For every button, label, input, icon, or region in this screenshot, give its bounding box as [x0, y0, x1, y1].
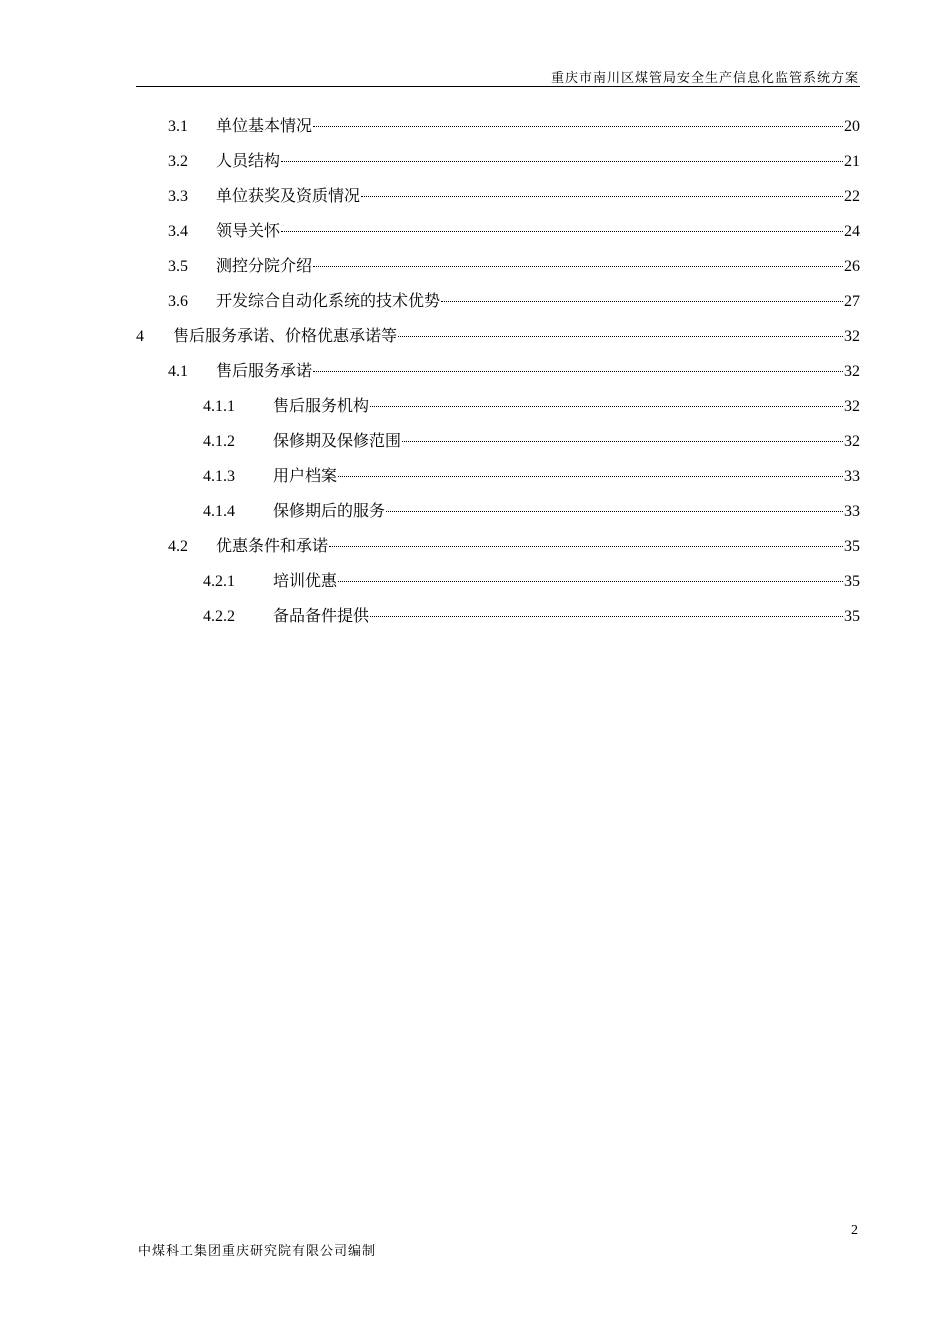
toc-entry-title: 保修期及保修范围: [273, 431, 402, 450]
toc-leader-dots: [398, 336, 843, 337]
toc-entry-page: 32: [844, 363, 860, 380]
toc-entry-number: 3.4: [168, 223, 188, 240]
toc-leader-dots: [386, 511, 843, 512]
toc-leader-dots: [402, 441, 843, 442]
toc-leader-dots: [281, 161, 843, 162]
toc-entry-page: 33: [844, 503, 860, 520]
toc-entry-number: 4.1: [168, 363, 188, 380]
toc-entry-title: 测控分院介绍: [216, 256, 313, 275]
toc-entry[interactable]: [136, 493, 860, 528]
toc-entry-number: 4.2.1: [203, 573, 235, 590]
toc-entry-page: 26: [844, 258, 860, 275]
toc-entry-title: 备品备件提供: [273, 606, 370, 625]
toc-entry-page: 32: [844, 433, 860, 450]
toc-entry-page: 33: [844, 468, 860, 485]
toc-entry[interactable]: [136, 528, 860, 563]
toc-entry-page: 22: [844, 188, 860, 205]
table-of-contents: [136, 108, 860, 633]
toc-entry-number: 3.1: [168, 118, 188, 135]
toc-entry-number: 3.2: [168, 153, 188, 170]
toc-entry-number: 3.5: [168, 258, 188, 275]
toc-entry[interactable]: [136, 563, 860, 598]
page-number: 2: [851, 1223, 858, 1238]
toc-leader-dots: [313, 266, 843, 267]
toc-leader-dots: [338, 581, 843, 582]
toc-entry-page: 27: [844, 293, 860, 310]
toc-entry-number: 4.2: [168, 538, 188, 555]
toc-entry-number: 3.3: [168, 188, 188, 205]
header-rule: [136, 86, 860, 87]
toc-entry[interactable]: [136, 283, 860, 318]
toc-entry[interactable]: [136, 178, 860, 213]
toc-entry[interactable]: [136, 248, 860, 283]
toc-entry-title: 培训优惠: [273, 571, 338, 590]
toc-leader-dots: [313, 371, 843, 372]
toc-entry-title: 保修期后的服务: [273, 501, 386, 520]
toc-leader-dots: [329, 546, 843, 547]
toc-entry-page: 21: [844, 153, 860, 170]
toc-leader-dots: [370, 616, 843, 617]
toc-entry[interactable]: [136, 318, 860, 353]
running-header: 重庆市南川区煤管局安全生产信息化监管系统方案: [550, 71, 859, 86]
toc-entry-title: 开发综合自动化系统的技术优势: [216, 291, 441, 310]
toc-entry-number: 4.1.3: [203, 468, 235, 485]
toc-entry-number: 4.2.2: [203, 608, 235, 625]
toc-entry-page: 32: [844, 398, 860, 415]
toc-entry-page: 35: [844, 608, 860, 625]
toc-entry-title: 优惠条件和承诺: [216, 536, 329, 555]
toc-entry-number: 4.1.1: [203, 398, 235, 415]
toc-leader-dots: [281, 231, 843, 232]
toc-entry[interactable]: [136, 108, 860, 143]
toc-entry-page: 35: [844, 573, 860, 590]
toc-entry-page: 35: [844, 538, 860, 555]
toc-leader-dots: [361, 196, 843, 197]
toc-entry-page: 32: [844, 328, 860, 345]
toc-entry-page: 20: [844, 118, 860, 135]
toc-entry-title: 单位获奖及资质情况: [216, 186, 361, 205]
toc-entry[interactable]: [136, 423, 860, 458]
toc-entry-number: 3.6: [168, 293, 188, 310]
toc-entry[interactable]: [136, 598, 860, 633]
toc-entry-title: 单位基本情况: [216, 116, 313, 135]
toc-entry-title: 用户档案: [273, 466, 338, 485]
toc-entry[interactable]: [136, 353, 860, 388]
toc-entry[interactable]: [136, 143, 860, 178]
toc-entry-title: 领导关怀: [216, 221, 281, 240]
toc-entry-title: 售后服务承诺: [216, 361, 313, 380]
toc-entry-number: 4: [136, 328, 144, 345]
toc-entry-title: 售后服务承诺、价格优惠承诺等: [173, 326, 398, 345]
toc-entry-title: 人员结构: [216, 151, 281, 170]
toc-leader-dots: [313, 126, 843, 127]
toc-leader-dots: [441, 301, 843, 302]
footer-organization: 中煤科工集团重庆研究院有限公司编制: [138, 1244, 377, 1259]
toc-entry-number: 4.1.2: [203, 433, 235, 450]
toc-entry[interactable]: [136, 388, 860, 423]
toc-entry[interactable]: [136, 213, 860, 248]
toc-entry-title: 售后服务机构: [273, 396, 370, 415]
toc-entry[interactable]: [136, 458, 860, 493]
toc-entry-page: 24: [844, 223, 860, 240]
toc-entry-number: 4.1.4: [203, 503, 235, 520]
toc-leader-dots: [370, 406, 843, 407]
toc-leader-dots: [338, 476, 843, 477]
